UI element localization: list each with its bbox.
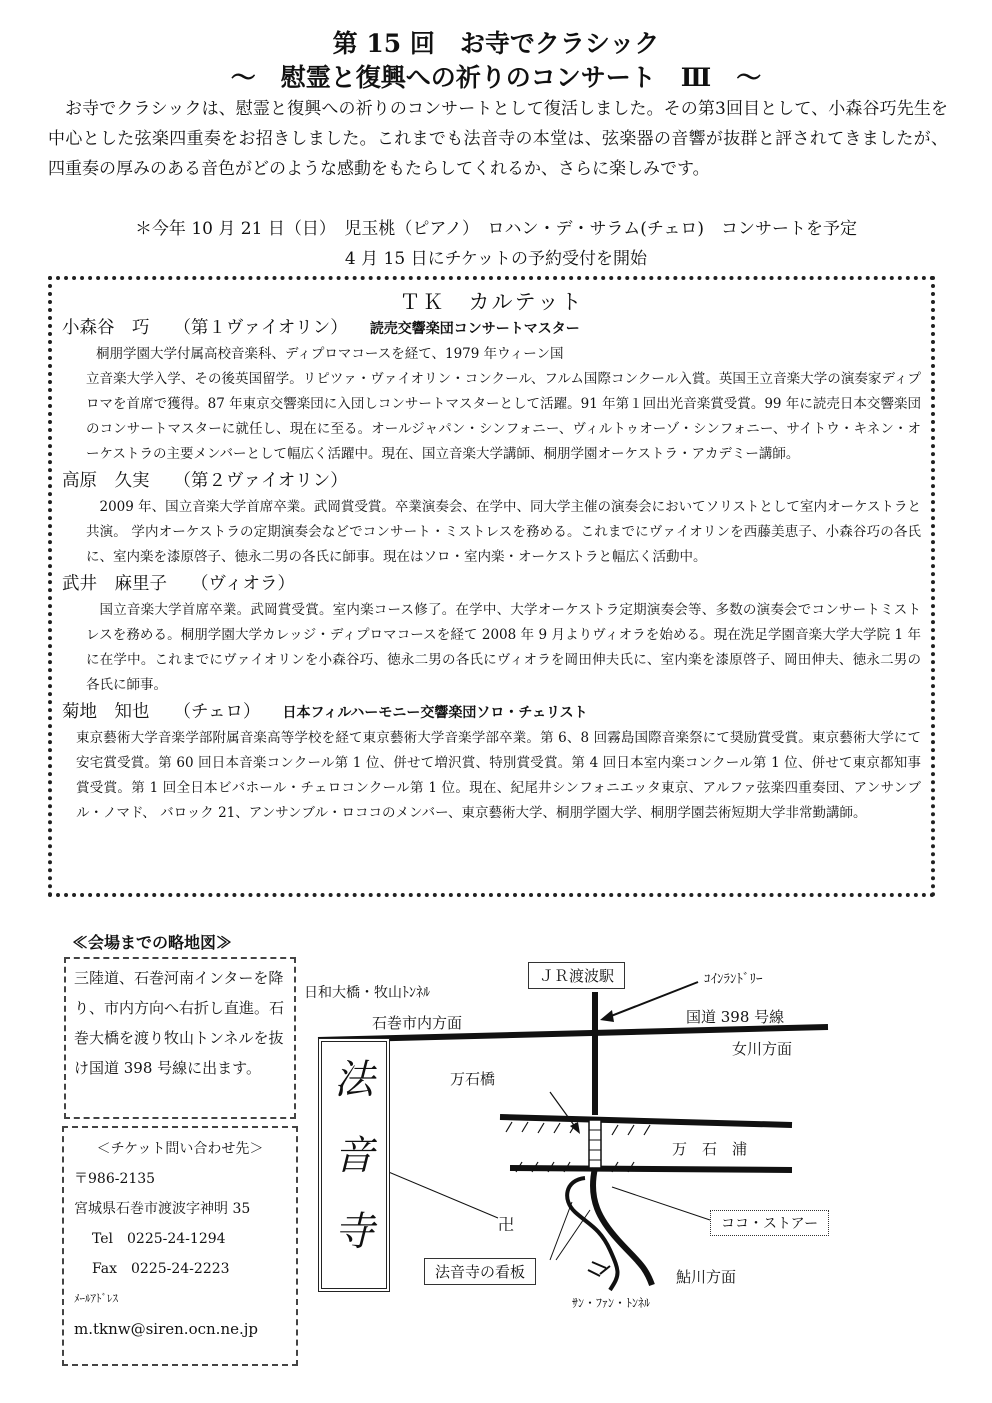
bridge-tunnel-label: 日和大橋・牧山ﾄﾝﾈﾙ xyxy=(304,985,430,1001)
upcoming-concert-notice: ＊今年 10 月 21 日（日） 児玉桃（ピアノ） ロハン・デ・サラム(チェロ) コンサートを予定 xyxy=(134,219,858,239)
quartet-profile-box xyxy=(48,276,935,897)
member-bio-line: 桐朋学園大学付属高校音楽科、ディプロマコースを経て、1979 年ウィーン国 xyxy=(96,346,564,362)
temple-char-1: 法 xyxy=(334,1057,374,1103)
member-bio: 2009 年、国立音楽大学首席卒業。武岡賞受賞。卒業演奏会、在学中、同大学主催の演奏会においてソリストとして室内オーケストラと共演。 学内オーケストラの定期演奏会などでコンサート・ミストレスを務める。これまでにヴァイオリンを西藤美恵子、小森谷巧の各氏に、室内楽を漆原啓子、徳永二男の各氏に師事。現在はソロ・室内楽・オーケストラと幅広く活動中。 xyxy=(86,499,921,565)
coin-laundry-label: ｺｲﾝﾗﾝﾄﾞﾘｰ xyxy=(704,972,763,987)
ayukawa-direction-label: 鮎川方面 xyxy=(676,1268,737,1286)
ishinomaki-direction-label: 石巻市内方面 xyxy=(372,1014,463,1032)
store-pointer-line xyxy=(612,1187,710,1220)
temple-char-2: 音 xyxy=(334,1133,374,1179)
temple-name-box xyxy=(318,1038,390,1292)
member-bio: 東京藝術大学音楽学部附属音楽高等学校を経て東京藝術大学音楽学部卒業。第 6、8 回霧島国際音楽祭にて奨励賞受賞。東京藝術大学にて安宅賞受賞。第 60 回日本音楽コンクール第 1 位、併せて増沢賞、特別賞受賞。第 4 回日本室内楽コンクール第 1 位、併せて東京都知事賞受賞。第 1 回全日本ビバホール・チェロコンクール第 1 位。現在、紀尾井シンフォニエッタ東京、アルファ弦楽四重奏団、アンサンブル・ノマド、 バロック 21、アンサンブル・ロココのメンバー、東京藝術大学、桐朋学園大学、桐朋学園芸術短期大学非常勤講師。 xyxy=(76,730,921,821)
sign-pointer-line-2 xyxy=(556,1210,590,1260)
temple-char-3: 寺 xyxy=(334,1209,374,1255)
sign-pointer-line-1 xyxy=(550,1202,572,1260)
event-title: 第 15 回 お寺でクラシック xyxy=(332,29,660,58)
postal-code: 〒986-2135 xyxy=(74,1171,156,1187)
address: 宮城県石巻市渡波字神明 35 xyxy=(74,1201,251,1217)
mangokuura-label: 万 石 浦 xyxy=(672,1140,748,1158)
member-cello xyxy=(56,698,927,826)
jr-station-label: ＪＲ渡波駅 xyxy=(528,962,625,989)
intro-paragraph: お寺でクラシックは、慰霊と復興への祈りのコンサートとして復活しました。その第3回目として、小森谷巧先生を中心とした弦楽四重奏をお招きしました。これまでも法音寺の本堂は、弦楽器の音響が抜群と評されてきましたが、四重奏の厚みのある音色がどのような感動をもたらしてくれるか、さらに楽しみです。 xyxy=(48,99,948,179)
member-role: （ヴィオラ） xyxy=(191,574,295,594)
member-affiliation: 読売交響楽団コンサートマスター xyxy=(369,321,580,337)
route-398-label: 国道 398 号線 xyxy=(686,1008,785,1026)
mangoku-bridge-label: 万石橋 xyxy=(450,1070,496,1088)
sun-fan-tunnel-label: ｻﾝ・ﾌｧﾝ・ﾄﾝﾈﾙ xyxy=(572,1296,651,1310)
ticket-reservation-notice: 4 月 15 日にチケットの予約受付を開始 xyxy=(344,249,648,269)
member-2nd-violin xyxy=(56,467,927,570)
member-name: 小森谷 巧 xyxy=(62,318,150,338)
telephone: Tel 0225-24-1294 xyxy=(92,1231,226,1247)
member-role: （チェロ） xyxy=(173,702,261,722)
map-roads xyxy=(300,950,900,1350)
member-name: 菊地 知也 xyxy=(62,702,150,722)
onagawa-direction-label: 女川方面 xyxy=(732,1040,793,1058)
member-role: （第２ヴァイオリン） xyxy=(173,471,348,491)
member-bio: 立音楽大学入学、その後英国留学。リピツァ・ヴァイオリン・コンクール、フルム国際コンクール入賞。英国王立音楽大学の演奏家ディプロマを首席で獲得。87 年東京交響楽団に入団しコンサートマスターとして活躍。91 年第１回出光音楽賞受賞。99 年に読売日本交響楽団のコンサートマスターに就任し、現在に至る。オールジャパン・シンフォニー、ヴィルトゥオーゾ・シンフォニー、サイトウ・キネン・オーケストラの主要メンバーとして幅広く活躍中。現在、国立音楽大学講師、桐朋学園オーケストラ・アカデミー講師。 xyxy=(86,371,921,462)
arrow-head-coin-laundry xyxy=(600,1010,614,1022)
road-south xyxy=(593,1168,652,1285)
email-label: ﾒｰﾙｱﾄﾞﾚｽ xyxy=(74,1292,118,1305)
temple-sign-label: 法音寺の看板 xyxy=(424,1258,536,1285)
member-role: （第１ヴァイオリン） xyxy=(173,318,348,338)
member-viola xyxy=(56,570,927,698)
member-name: 武井 麻里子 xyxy=(62,574,167,594)
temple-pointer-line xyxy=(372,1165,498,1218)
arrow-line-bridge xyxy=(550,1092,576,1128)
member-name: 高原 久実 xyxy=(62,471,150,491)
event-subtitle: ～ 慰霊と復興への祈りのコンサート Ⅲ ～ xyxy=(230,63,762,92)
quartet-title: ＴＫ カルテット xyxy=(399,290,584,314)
member-affiliation: 日本フィルハーモニー交響楽団ソロ・チェリスト xyxy=(282,705,588,721)
contact-heading: ＜チケット問い合わせ先＞ xyxy=(96,1141,264,1157)
tunnel-mark xyxy=(588,1262,610,1276)
road-lower-bridge xyxy=(510,1168,792,1170)
arrow-head-bridge xyxy=(570,1122,580,1134)
mangoku-bridge xyxy=(589,1120,601,1168)
member-bio: 国立音楽大学首席卒業。武岡賞受賞。室内楽コース修了。在学中、大学オーケストラ定期演奏会等、多数の演奏会でコンサートミストレスを務める。桐朋学園大学カレッジ・ディプロマコースを経て 2008 年 9 月よりヴィオラを始める。現在洗足学園音楽大学大学院 1 年に在学中。これまでにヴァイオリンを小森谷巧、徳永二男の各氏にヴィオラを岡田伸夫氏に、室内楽を漆原啓子、岡田伸夫、徳永二男の各氏に師事。 xyxy=(86,602,921,693)
coco-store-label: ココ・ストアー xyxy=(710,1210,829,1236)
directions-box: 三陸道、石巻河南インターを降り、市内方向へ右折し直進。石巻大橋を渡り牧山トンネルを抜け国道 398 号線に出ます。 xyxy=(64,957,296,1119)
ticket-contact-box xyxy=(62,1126,298,1366)
access-map xyxy=(300,950,900,1350)
map-section-title: ≪会場までの略地図≫ xyxy=(72,933,233,952)
email-address[interactable]: m.tknw@siren.ocn.ne.jp xyxy=(74,1320,258,1338)
member-1st-violin xyxy=(56,314,927,467)
temple-symbol: 卍 xyxy=(498,1215,515,1234)
fax: Fax 0225-24-2223 xyxy=(92,1261,230,1277)
